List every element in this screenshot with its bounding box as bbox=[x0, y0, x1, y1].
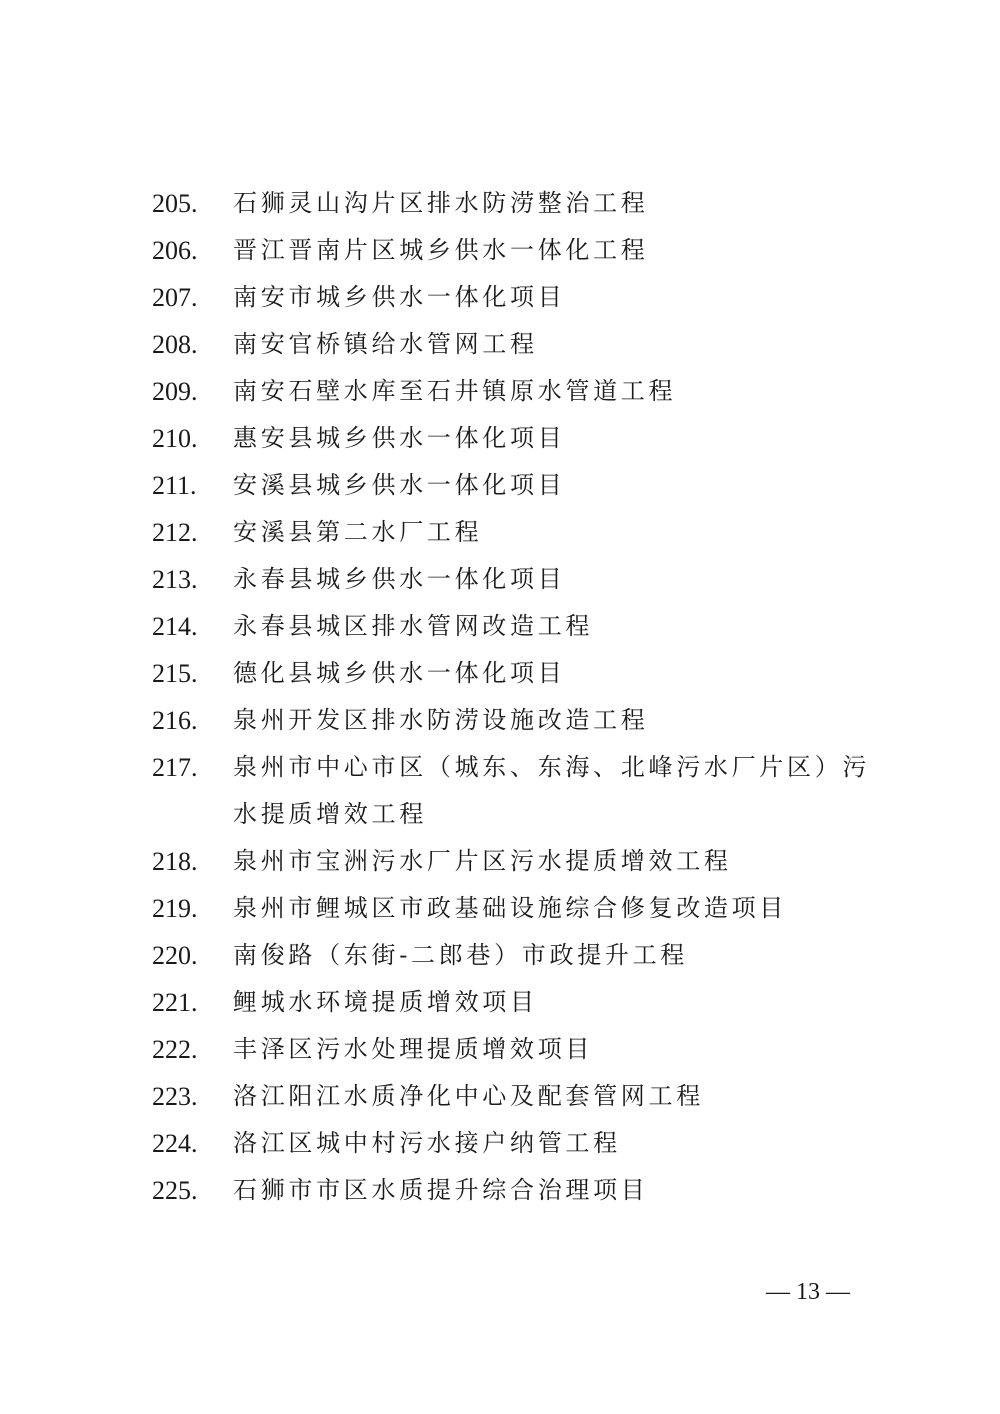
item-text: 石狮市市区水质提升综合治理项目 bbox=[233, 1176, 649, 1204]
list-item bbox=[0, 274, 1000, 321]
item-text: 安溪县第二水厂工程 bbox=[233, 518, 483, 546]
item-text: 泉州开发区排水防涝设施改造工程 bbox=[233, 706, 649, 734]
item-number: 216. bbox=[152, 706, 198, 735]
project-list bbox=[0, 180, 1000, 1214]
page-number: — 13 — bbox=[766, 1279, 850, 1305]
item-number: 218. bbox=[152, 847, 198, 876]
item-number: 215. bbox=[152, 659, 198, 688]
list-item bbox=[0, 838, 1000, 885]
list-item bbox=[0, 744, 1000, 838]
item-number: 213. bbox=[152, 565, 198, 594]
item-text: 洛江阳江水质净化中心及配套管网工程 bbox=[233, 1082, 704, 1110]
item-text: 德化县城乡供水一体化项目 bbox=[233, 659, 566, 687]
list-item bbox=[0, 509, 1000, 556]
item-text: 鲤城水环境提质增效项目 bbox=[233, 988, 538, 1016]
list-item bbox=[0, 932, 1000, 979]
item-number: 208. bbox=[152, 330, 198, 359]
item-text: 洛江区城中村污水接户纳管工程 bbox=[233, 1129, 621, 1157]
list-item bbox=[0, 885, 1000, 932]
item-text: 丰泽区污水处理提质增效项目 bbox=[233, 1035, 594, 1063]
list-item bbox=[0, 227, 1000, 274]
item-text: 永春县城乡供水一体化项目 bbox=[233, 565, 566, 593]
item-number: 217. bbox=[152, 753, 198, 782]
item-number: 219. bbox=[152, 894, 198, 923]
list-item bbox=[0, 697, 1000, 744]
list-item bbox=[0, 415, 1000, 462]
item-number: 209. bbox=[152, 377, 198, 406]
item-number: 206. bbox=[152, 236, 198, 265]
item-number: 223. bbox=[152, 1082, 198, 1111]
item-text: 晋江晋南片区城乡供水一体化工程 bbox=[233, 236, 649, 264]
item-text: 惠安县城乡供水一体化项目 bbox=[233, 424, 566, 452]
item-number: 220. bbox=[152, 941, 198, 970]
list-item bbox=[0, 556, 1000, 603]
item-number: 214. bbox=[152, 612, 198, 641]
item-text: 南安市城乡供水一体化项目 bbox=[233, 283, 566, 311]
item-text: 南安官桥镇给水管网工程 bbox=[233, 330, 538, 358]
item-number: 221. bbox=[152, 988, 198, 1017]
list-item bbox=[0, 1167, 1000, 1214]
item-text: 安溪县城乡供水一体化项目 bbox=[233, 471, 566, 499]
list-item bbox=[0, 180, 1000, 227]
list-item bbox=[0, 321, 1000, 368]
item-number: 211. bbox=[152, 471, 197, 500]
item-text: 南安石壁水库至石井镇原水管道工程 bbox=[233, 377, 677, 405]
item-text: 石狮灵山沟片区排水防涝整治工程 bbox=[233, 189, 649, 217]
item-number: 205. bbox=[152, 189, 198, 218]
item-text: 泉州市鲤城区市政基础设施综合修复改造项目 bbox=[233, 894, 787, 922]
item-number: 225. bbox=[152, 1176, 198, 1205]
item-number: 210. bbox=[152, 424, 198, 453]
list-item bbox=[0, 1073, 1000, 1120]
list-item bbox=[0, 368, 1000, 415]
list-item bbox=[0, 979, 1000, 1026]
list-item bbox=[0, 1120, 1000, 1167]
item-number: 224. bbox=[152, 1129, 198, 1158]
item-text: 永春县城区排水管网改造工程 bbox=[233, 612, 594, 640]
list-item bbox=[0, 462, 1000, 509]
list-item bbox=[0, 650, 1000, 697]
item-number: 222. bbox=[152, 1035, 198, 1064]
list-item bbox=[0, 603, 1000, 650]
item-text: 泉州市中心市区（城东、东海、北峰污水厂片区）污水提质增效工程 bbox=[233, 753, 871, 828]
item-number: 207. bbox=[152, 283, 198, 312]
item-text: 泉州市宝洲污水厂片区污水提质增效工程 bbox=[233, 847, 732, 875]
item-number: 212. bbox=[152, 518, 198, 547]
item-text: 南俊路（东街-二郎巷）市政提升工程 bbox=[233, 941, 689, 969]
list-item bbox=[0, 1026, 1000, 1073]
